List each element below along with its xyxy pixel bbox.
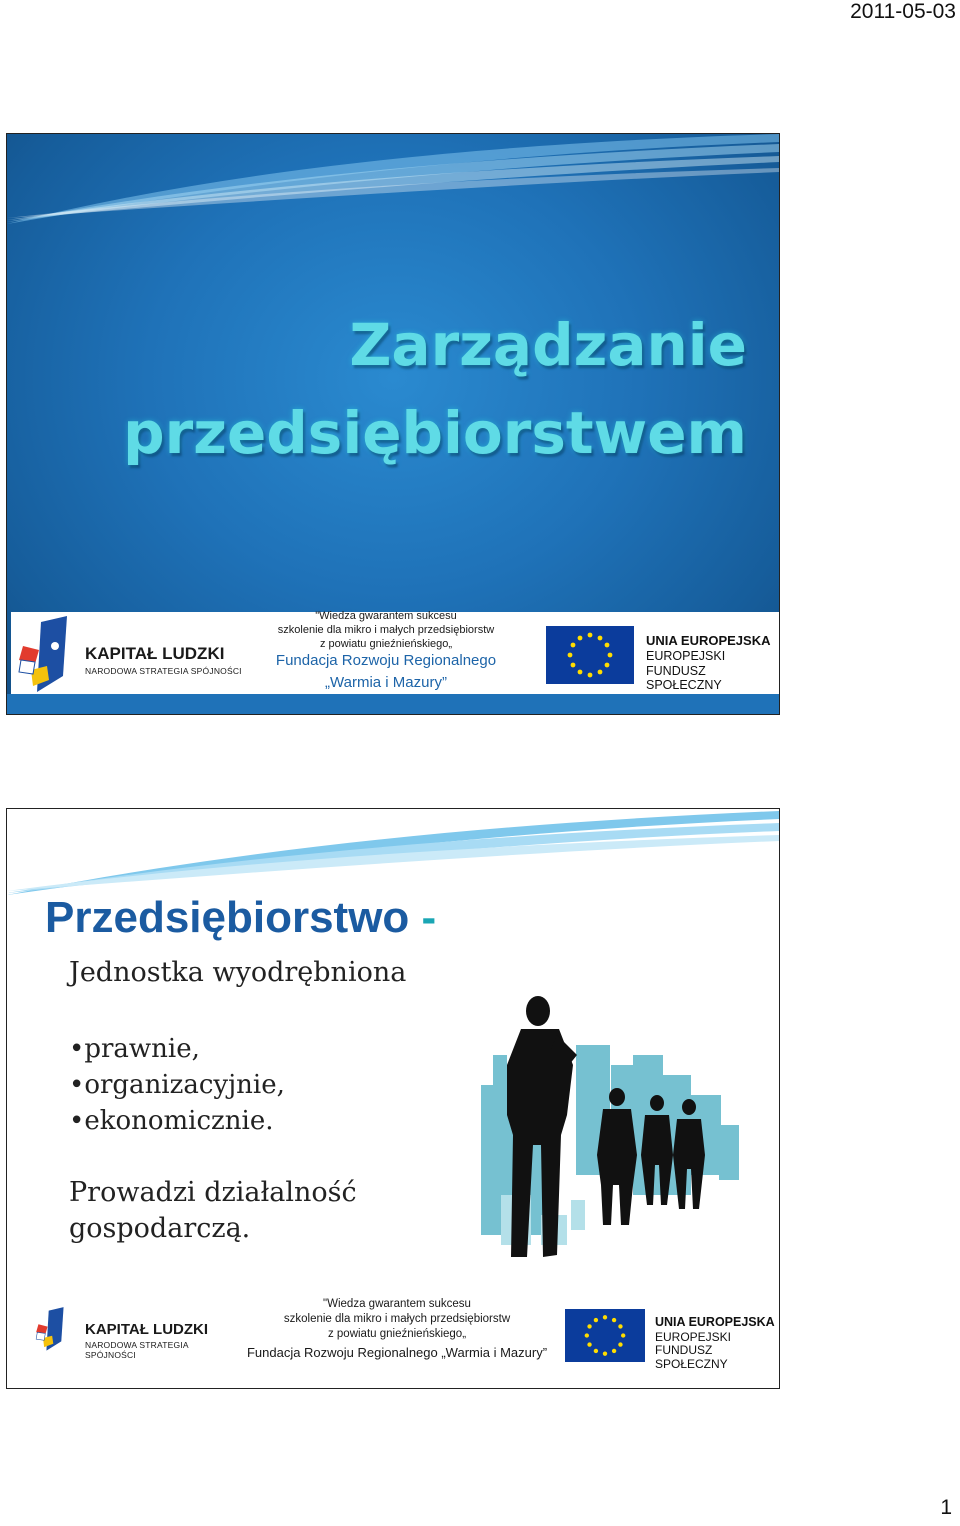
page-date: 2011-05-03 <box>850 0 956 23</box>
eu-logo <box>523 612 779 698</box>
slide2-footer <box>7 1289 779 1388</box>
fund-name-line1: Fundacja Rozwoju Regionalnego <box>275 652 497 670</box>
eu-union-label: UNIA EUROPEJSKA <box>646 633 771 648</box>
bullet-item: •ekonomicznie. <box>69 1106 274 1136</box>
wave-decoration-blue <box>7 809 779 899</box>
kapital-ludzki-title: KAPITAŁ LUDZKI <box>85 1321 209 1338</box>
kapital-ludzki-logo <box>13 612 246 698</box>
slide-title-line1: Zarządzanie <box>349 311 747 379</box>
kapital-ludzki-subtitle: NARODOWA STRATEGIA SPÓJNOŚCI <box>85 1340 189 1360</box>
project-note-line2: szkolenie dla mikro i małych przedsiębiorstw <box>277 623 495 636</box>
definition-text: Jednostka wyodrębniona <box>69 957 407 988</box>
slide-title-line2: przedsiębiorstwem <box>123 399 747 467</box>
eu-union-label: UNIA EUROPEJSKA <box>655 1315 775 1329</box>
project-note-line3: z powiatu gnieźnieńskiego„ <box>319 637 453 650</box>
bullet-item: •organizacyjnie, <box>69 1070 285 1100</box>
project-note <box>229 1297 565 1361</box>
eu-flag-icon <box>546 626 634 684</box>
slide-heading <box>45 893 436 943</box>
wave-decoration <box>7 134 779 224</box>
slide-heading-text: Przedsiębiorstwo <box>45 893 410 942</box>
eu-stars-icon <box>565 1309 645 1362</box>
business-people-illustration <box>481 995 741 1265</box>
eu-flag-icon <box>565 1309 645 1362</box>
kapital-ludzki-logo <box>35 1299 235 1369</box>
kapital-ludzki-subtitle: NARODOWA STRATEGIA SPÓJNOŚCI <box>85 666 242 676</box>
eu-fund-label-line2: FUNDUSZ SPOŁECZNY <box>655 1343 728 1371</box>
eu-fund-label-line1: EUROPEJSKI <box>655 1330 732 1344</box>
closing-text-line1: Prowadzi działalność <box>69 1177 357 1208</box>
project-note-line3: z powiatu gnieźnieńskiego„ <box>327 1328 467 1341</box>
slide-heading-dash: - <box>421 893 437 942</box>
kapital-ludzki-emblem-icon <box>35 1299 75 1361</box>
fund-name-line2: „Warmia i Mazury” <box>325 674 447 691</box>
slide-definition <box>6 808 780 1389</box>
slide-title <box>6 133 780 715</box>
project-note-line1: "Wiedza gwarantem sukcesu <box>323 1298 471 1310</box>
bullet-item: •prawnie, <box>69 1034 200 1064</box>
eu-logo <box>565 1309 775 1371</box>
eu-fund-label-line2: FUNDUSZ SPOŁECZNY <box>646 664 722 692</box>
kapital-ludzki-title: KAPITAŁ LUDZKI <box>85 644 225 663</box>
project-note <box>251 610 521 693</box>
eu-fund-label-line1: EUROPEJSKI <box>646 649 726 663</box>
kapital-ludzki-emblem-icon <box>17 616 87 696</box>
closing-text <box>69 1175 357 1247</box>
project-note-line2: szkolenie dla mikro i małych przedsiębiorstw <box>283 1313 511 1326</box>
slide1-bottom-strip <box>7 694 779 714</box>
bullet-list <box>69 1031 285 1139</box>
project-note-line1: "Wiedza gwarantem sukcesu <box>315 610 457 622</box>
fund-name: Fundacja Rozwoju Regionalnego „Warmia i Mazury” <box>246 1344 548 1360</box>
closing-text-line2: gospodarczą. <box>69 1213 251 1244</box>
page-number: 1 <box>940 1496 952 1519</box>
eu-stars-icon <box>546 626 634 684</box>
